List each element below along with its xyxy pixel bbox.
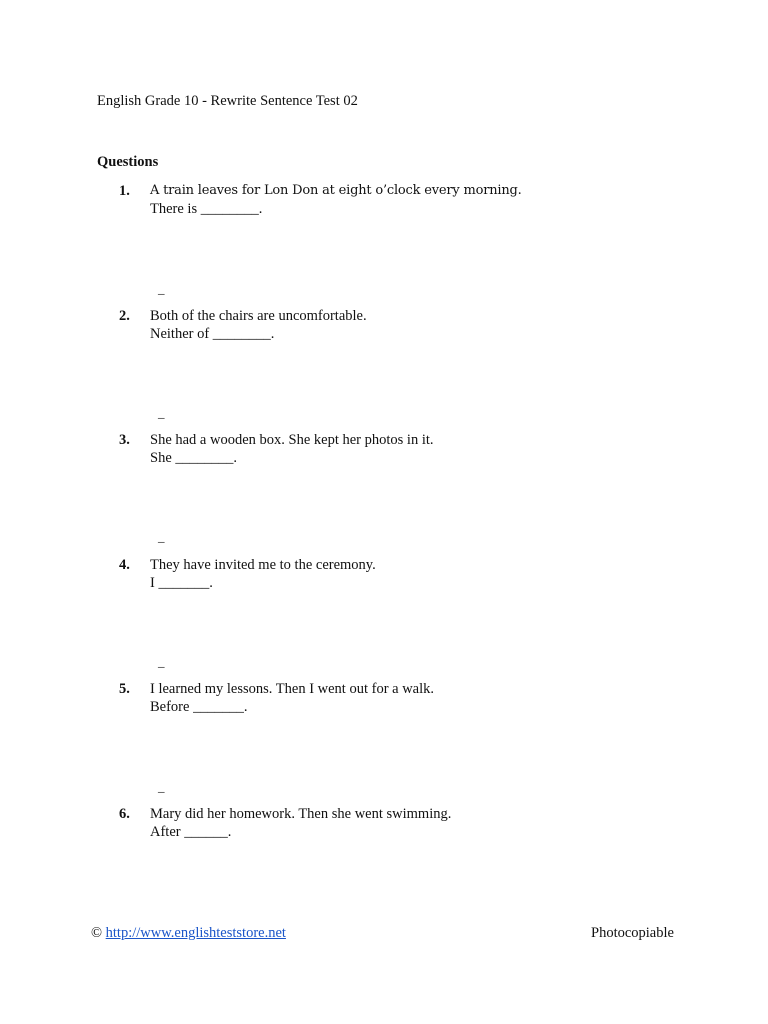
answer-starter: Before _______.: [150, 699, 248, 715]
question-number: 3.: [119, 432, 130, 448]
question-number: 1.: [119, 183, 130, 199]
copyright-symbol: ©: [91, 925, 103, 941]
document-title: English Grade 10 - Rewrite Sentence Test 02: [97, 93, 358, 109]
footer-photocopiable: Photocopiable: [591, 925, 674, 941]
answer-starter: There is ________.: [150, 201, 263, 217]
answer-dash-5: _: [158, 779, 165, 794]
question-number: 6.: [119, 806, 130, 822]
question-3: [0, 431, 768, 475]
answer-starter: After ______.: [150, 824, 232, 840]
answer-starter: Neither of ________.: [150, 326, 275, 342]
question-number: 5.: [119, 681, 130, 697]
question-6: [0, 805, 768, 849]
question-number: 2.: [119, 308, 130, 324]
question-1: [0, 182, 768, 226]
question-prompt: They have invited me to the ceremony.: [150, 557, 376, 573]
question-prompt: A train leaves for Lon Don at eight o’clock every morning.: [150, 183, 522, 198]
footer-website-link[interactable]: http://www.englishteststore.net: [105, 925, 286, 941]
answer-dash-4: _: [158, 654, 165, 669]
answer-starter: She ________.: [150, 450, 237, 466]
answer-dash-1: _: [158, 281, 165, 296]
answer-dash-3: _: [158, 529, 165, 544]
question-number: 4.: [119, 557, 130, 573]
footer-copyright: [91, 924, 286, 942]
question-prompt: Mary did her homework. Then she went swimming.: [150, 806, 452, 822]
answer-starter: I _______.: [150, 575, 213, 591]
answer-dash-2: _: [158, 405, 165, 420]
question-prompt: I learned my lessons. Then I went out for a walk.: [150, 681, 435, 697]
question-2: [0, 307, 768, 351]
question-prompt: She had a wooden box. She kept her photos in it.: [150, 432, 434, 448]
question-prompt: Both of the chairs are uncomfortable.: [150, 308, 367, 324]
section-heading: Questions: [97, 154, 159, 170]
question-5: [0, 680, 768, 724]
question-4: [0, 556, 768, 600]
